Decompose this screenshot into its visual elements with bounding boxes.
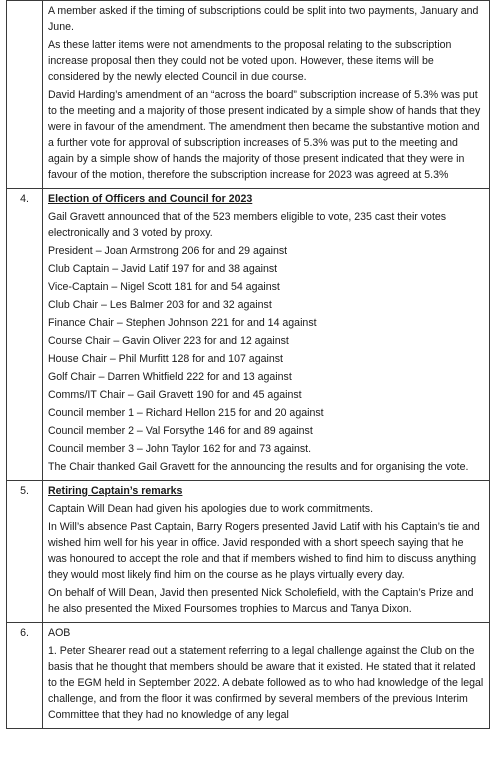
paragraph: Gail Gravett announced that of the 523 members eligible to vote, 235 cast their votes electronically and 3 voted by proxy.: [48, 211, 447, 239]
vote-result: Course Chair – Gavin Oliver 223 for and 12 against: [48, 335, 289, 347]
vote-result: House Chair – Phil Murfitt 128 for and 107 against: [48, 353, 283, 365]
item-number-cell: [7, 1, 43, 189]
paragraph: In Will’s absence Past Captain, Barry Rogers presented Javid Latif with his Captain’s tie and wished him well for his year in office. Javid responded with a short speech saying that he was honoured to accept the role and that if members wished to find him to discuss anything they would most likely find him on the course as he plays virtually every day.: [48, 521, 480, 581]
vote-result: Finance Chair – Stephen Johnson 221 for and 14 against: [48, 317, 317, 329]
item-content-cell: [43, 189, 490, 481]
vote-result: Golf Chair – Darren Whitfield 222 for and 13 against: [48, 371, 292, 383]
item-content-cell: [43, 623, 490, 729]
table-row: [7, 481, 490, 623]
paragraph: A member asked if the timing of subscriptions could be split into two payments, January and June.: [48, 5, 479, 33]
paragraph: Captain Will Dean had given his apologies due to work commitments.: [48, 503, 374, 515]
vote-result: Vice-Captain – Nigel Scott 181 for and 54 against: [48, 281, 280, 293]
paragraph: 1. Peter Shearer read out a statement referring to a legal challenge against the Club on the basis that he thought that members should be aware that it existed. He stated that it related to the EGM held in September 2022. A debate followed as to who had knowledge of the legal challenge, and from the floor it was confirmed by several members of the previous Interim Committee that they had no knowledge of any legal: [48, 645, 484, 721]
item-heading: Election of Officers and Council for 2023: [48, 193, 253, 205]
vote-result: Club Captain – Javid Latif 197 for and 38 against: [48, 263, 278, 275]
minutes-table: [6, 0, 490, 729]
vote-result: Council member 2 – Val Forsythe 146 for and 89 against: [48, 425, 313, 437]
item-content-cell: [43, 481, 490, 623]
table-row: [7, 1, 490, 189]
item-content-cell: [43, 1, 490, 189]
vote-result: Comms/IT Chair – Gail Gravett 190 for and 45 against: [48, 389, 302, 401]
item-heading: Retiring Captain’s remarks: [48, 485, 183, 497]
table-row: [7, 189, 490, 481]
item-number: 4.: [7, 189, 43, 481]
vote-result: Club Chair – Les Balmer 203 for and 32 against: [48, 299, 272, 311]
paragraph: The Chair thanked Gail Gravett for the announcing the results and for organising the vote.: [48, 461, 469, 473]
item-heading: AOB: [48, 627, 71, 639]
paragraph: On behalf of Will Dean, Javid then presented Nick Scholefield, with the Captain’s Prize and he also presented the Mixed Foursomes trophies to Marcus and Tanya Dixon.: [48, 587, 474, 615]
table-row: [7, 623, 490, 729]
vote-result: President – Joan Armstrong 206 for and 29 against: [48, 245, 288, 257]
item-number: 5.: [7, 481, 43, 623]
vote-result: Council member 3 – John Taylor 162 for and 73 against.: [48, 443, 312, 455]
vote-result: Council member 1 – Richard Hellon 215 for and 20 against: [48, 407, 324, 419]
item-number: 6.: [7, 623, 43, 729]
paragraph: As these latter items were not amendments to the proposal relating to the subscription increase proposal then they could not be voted upon. However, these items will be considered by the newly elected Council in due course.: [48, 39, 452, 83]
paragraph: David Harding’s amendment of an “across the board” subscription increase of 5.3% was put to the meeting and a majority of those present indicated by a simple show of hands that they were in favour of the amendment. The amendment then became the substantive motion and a further vote for approval of subscription increases of 5.3% was put to the meeting and again by a simple show of hands the majority of those present indicated that they were in favour of the motion, therefore the subscription increase for 2023 was agreed at 5.3%: [48, 89, 481, 181]
